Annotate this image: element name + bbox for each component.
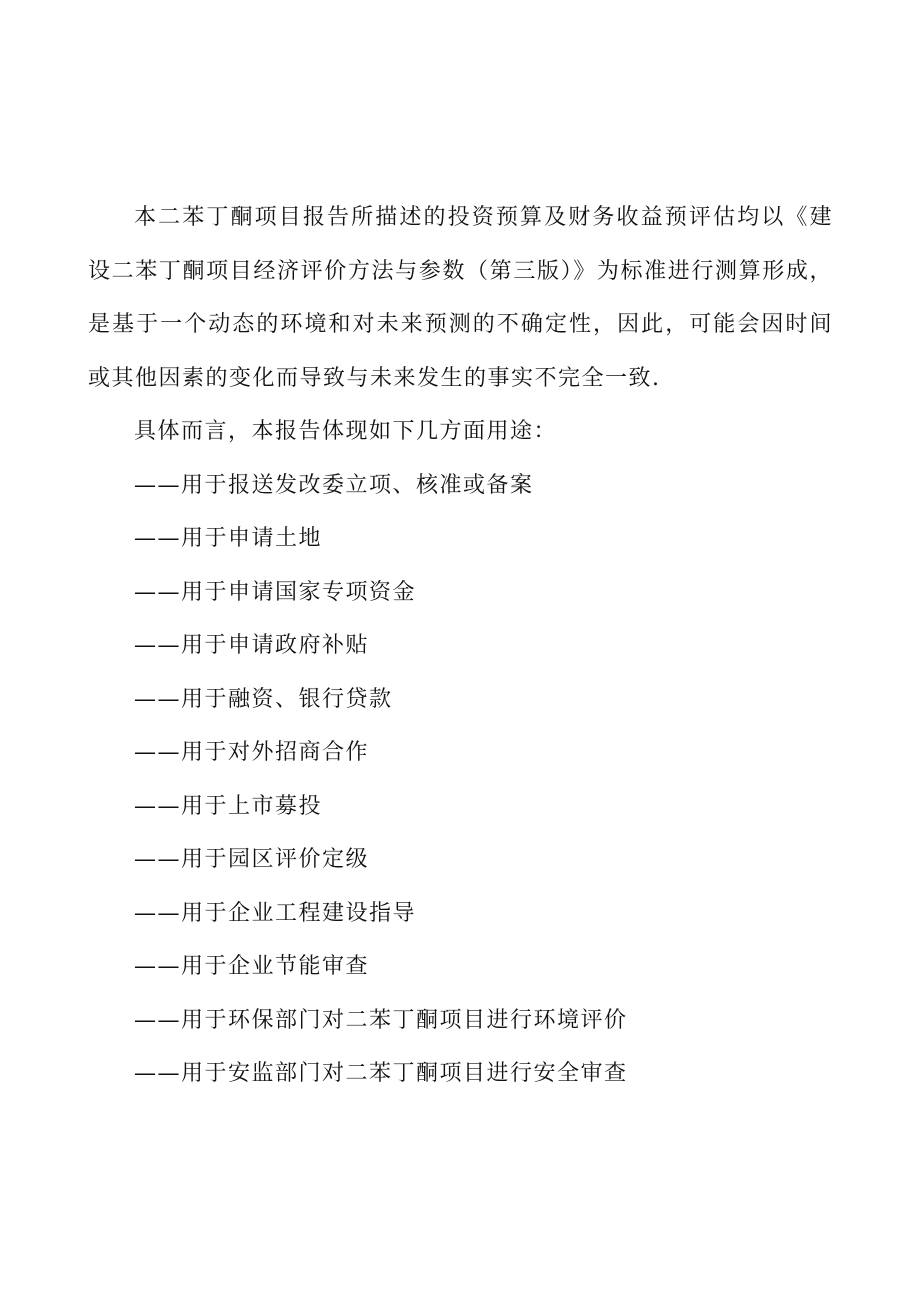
list-item: ——用于企业节能审查 xyxy=(134,954,370,979)
list-item: ——用于对外招商合作 xyxy=(134,740,370,765)
list-item: ——用于园区评价定级 xyxy=(134,847,370,872)
document-body xyxy=(88,191,833,1101)
list-item: ——用于申请土地 xyxy=(134,526,323,551)
list-item: ——用于上市募投 xyxy=(134,793,323,819)
list-item: ——用于申请政府补贴 xyxy=(134,633,370,658)
uses-list xyxy=(88,459,833,1101)
list-item: ——用于申请国家专项资金 xyxy=(134,579,417,605)
list-item: ——用于企业工程建设指导 xyxy=(134,900,417,926)
uses-heading-paragraph: 具体而言，本报告体现如下几方面用途： xyxy=(134,419,558,444)
list-item: ——用于报送发改委立项、核准或备案 xyxy=(134,472,534,498)
list-item: ——用于环保部门对二苯丁酮项目进行环境评价 xyxy=(134,1007,628,1033)
list-item: ——用于安监部门对二苯丁酮项目进行安全审查 xyxy=(134,1061,628,1086)
intro-paragraph: 本二苯丁酮项目报告所描述的投资预算及财务收益预评估均以《建设二苯丁酮项目经济评价方法与参数（第三版）》为标准进行测算形成，是基于一个动态的环境和对未来预测的不确定性，因此，可能会因时间或其他因素的变化而导致与未来发生的事实不完全一致. xyxy=(88,205,833,391)
list-item: ——用于融资、银行贷款 xyxy=(134,686,393,712)
